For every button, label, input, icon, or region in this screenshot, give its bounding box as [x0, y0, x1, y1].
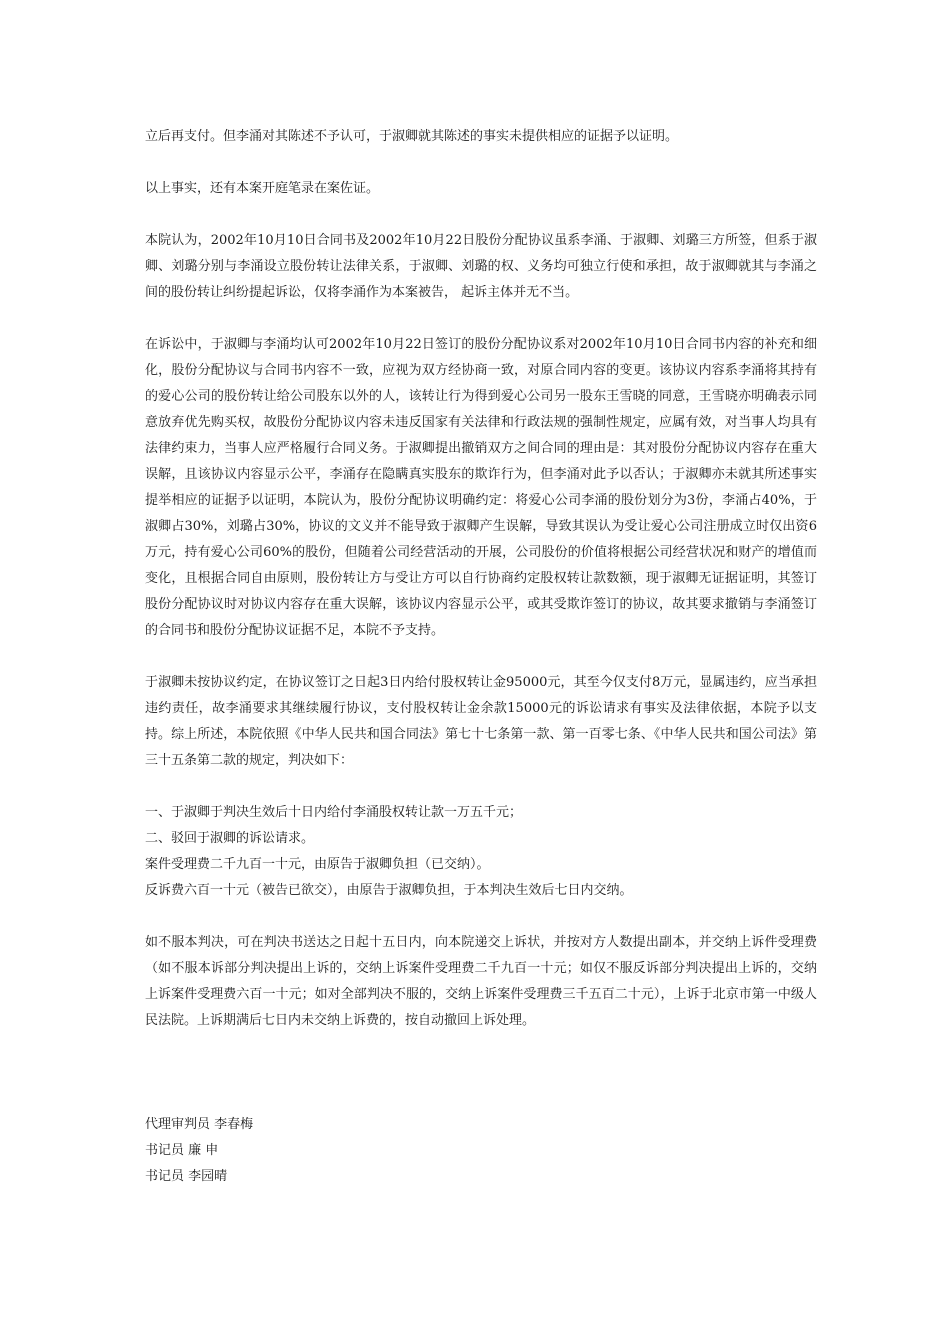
judgment-item: 一、于淑卿于判决生效后十日内给付李涌股权转让款一万五千元；	[145, 805, 523, 820]
judgment-item: 案件受理费二千九百一十元，由原告于淑卿负担（已交纳）。	[145, 857, 490, 872]
paragraph-breach-ruling: 于淑卿未按协议约定，在协议签订之日起3日内给付股权转让金95000元，其至今仅支付8万元，显属违约，应当承担违约责任，故李涌要求其继续履行协议，支付股权转让金余款15000元的诉讼请求有事实及法律依据，本院予以支持。综上所述，本院依照《中华人民共和国合同法》第七十七条第一款、第一百零七条、《中华人民共和国公司法》第三十五条第二款的规定，判决如下：	[145, 675, 817, 768]
judgment-item: 反诉费六百一十元（被告已欲交），由原告于淑卿负担，于本判决生效后七日内交纳。	[145, 883, 633, 898]
paragraph-court-opinion: 本院认为，2002年10月10日合同书及2002年10月22日股份分配协议虽系李涌、于淑卿、刘璐三方所签，但系于淑卿、刘璐分别与李涌设立股份转让法律关系，于淑卿、刘璐的权、义务均可独立行使和承担，故于淑卿就其与李涌之间的股份转让纠纷提起诉讼，仅将李涌作为本案被告， 起诉主体并无不当。	[145, 233, 817, 300]
document-page	[145, 124, 817, 1190]
signature-clerk: 书记员 李园晴	[145, 1169, 228, 1184]
signature-judge: 代理审判员 李春梅	[145, 1117, 254, 1132]
paragraph-evidence-dispute: 立后再支付。但李涌对其陈述不予认可，于淑卿就其陈述的事实未提供相应的证据予以证明。	[145, 129, 679, 144]
paragraph-facts-record: 以上事实，还有本案开庭笔录在案佐证。	[145, 181, 380, 196]
paragraph-agreement-analysis: 在诉讼中，于淑卿与李涌均认可2002年10月22日签订的股份分配协议系对2002年10月10日合同书内容的补充和细化，股份分配协议与合同书内容不一致，应视为双方经协商一致，对原合同内容的变更。该协议内容系李涌将其持有的爱心公司的股份转让给公司股东以外的人，该转让行为得到爱心公司另一股东王雪晓的同意，王雪晓亦明确表示同意放弃优先购买权，故股份分配协议内容未违反国家有关法律和行政法规的强制性规定，应属有效，对当事人均具有法律约束力，当事人应严格履行合同义务。于淑卿提出撤销双方之间合同的理由是：其对股份分配协议内容存在重大误解，且该协议内容显示公平，李涌存在隐瞒真实股东的欺诈行为，但李涌对此予以否认；于淑卿亦未就其所述事实提举相应的证据予以证明，本院认为，股份分配协议明确约定：将爱心公司李涌的股份划分为3份，李涌占40%，于淑卿占30%，刘璐占30%，协议的文义并不能导致于淑卿产生误解，导致其误认为受让爱心公司注册成立时仅出资6万元，持有爱心公司60%的股份，但随着公司经营活动的开展，公司股份的价值将根据公司经营状况和财产的增值而变化，且根据合同自由原则，股份转让方与受让方可以自行协商约定股权转让款数额，现于淑卿无证据证明，其签订股份分配协议时对协议内容存在重大误解，该协议内容显示公平，或其受欺诈签订的协议，故其要求撤销与李涌签订的合同书和股份分配协议证据不足，本院不予支持。	[145, 337, 817, 638]
appeal-notice: 如不服本判决，可在判决书送达之日起十五日内，向本院递交上诉状，并按对方人数提出副本，并交纳上诉件受理费（如不服本诉部分判决提出上诉的，交纳上诉案件受理费二千九百一十元；如仅不服反诉部分判决提出上诉的，交纳上诉案件受理费六百一十元；如对全部判决不服的，交纳上诉案件受理费三千五百二十元），上诉于北京市第一中级人民法院。上诉期满后七日内未交纳上诉费的，按自动撤回上诉处理。	[145, 935, 817, 1028]
signature-block	[145, 1112, 817, 1190]
judgment-item: 二、驳回于淑卿的诉讼请求。	[145, 831, 315, 846]
signature-clerk: 书记员 廉 申	[145, 1143, 219, 1158]
judgment-list	[145, 800, 817, 904]
